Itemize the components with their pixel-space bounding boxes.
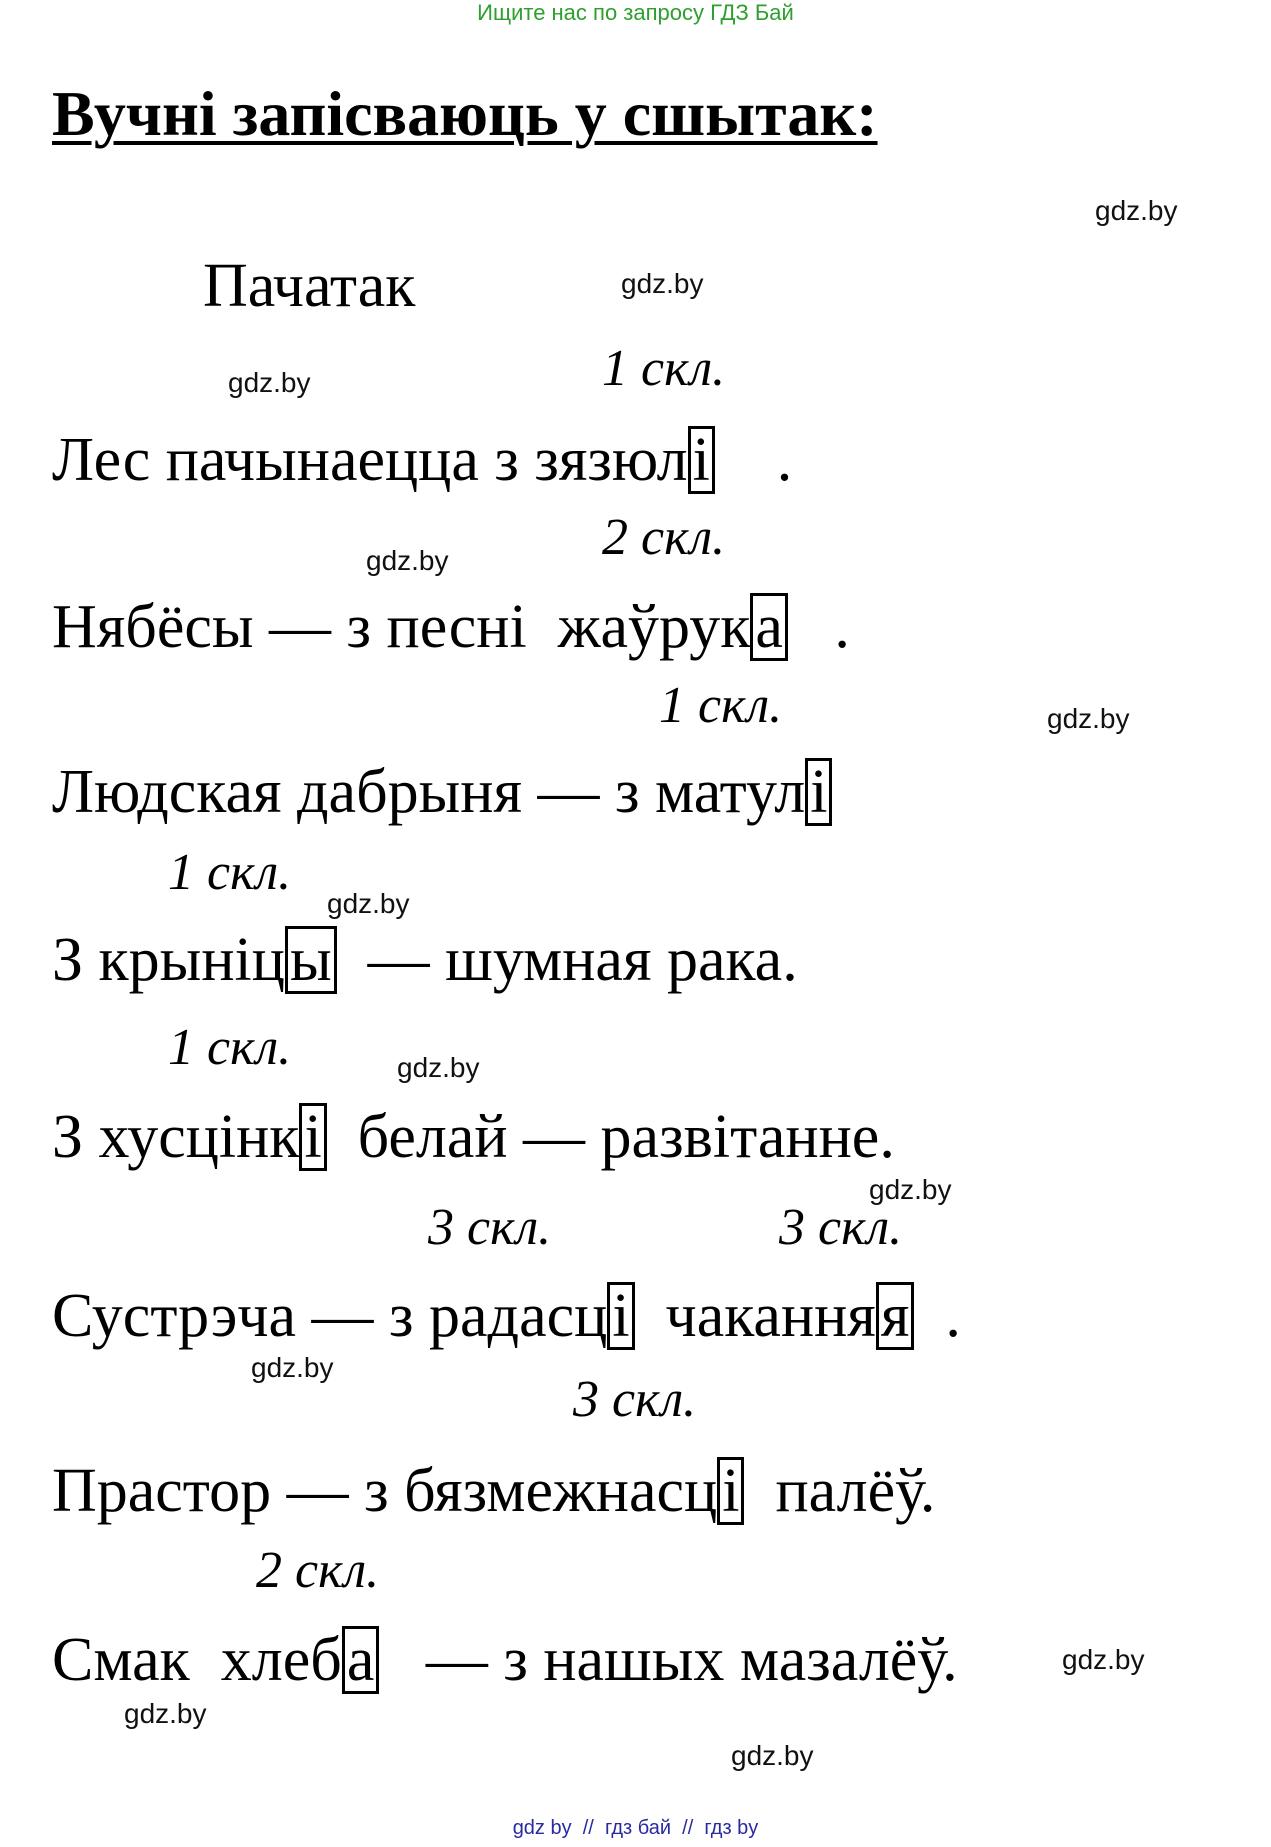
sentence-text: . <box>914 1282 961 1350</box>
sentence-text: З крыніц <box>52 926 285 994</box>
boxed-ending: і <box>717 1457 744 1525</box>
sentence-text: Прастор — з бязмежнасц <box>52 1457 718 1525</box>
sentence-text: З хусцінк <box>52 1103 300 1171</box>
sentence-text: Лес пачынаецца з зязюл <box>52 426 688 494</box>
sentence-text: Сустрэча — з радасц <box>52 1282 608 1350</box>
sentence-line <box>52 426 792 494</box>
declension-label: 1 скл. <box>168 844 292 901</box>
sentence-text: . <box>714 426 793 494</box>
watermark: gdz.by <box>366 545 449 576</box>
watermark: gdz.by <box>327 888 410 919</box>
watermark: gdz.by <box>124 1698 207 1729</box>
sentence-line <box>52 926 798 994</box>
sentence-text: — шумная рака. <box>336 926 798 994</box>
declension-label: 1 скл. <box>602 340 726 397</box>
sentence-text: белай — развітанне. <box>326 1103 895 1171</box>
watermark: gdz.by <box>731 1740 814 1771</box>
boxed-ending: а <box>750 593 788 661</box>
boxed-ending: я <box>876 1282 915 1350</box>
declension-label: 3 скл. <box>573 1371 697 1428</box>
sentence-line <box>52 1457 935 1525</box>
sentence-text: . <box>787 593 850 661</box>
declension-label: 3 скл. <box>428 1199 552 1256</box>
boxed-ending: і <box>299 1103 326 1171</box>
watermark: gdz.by <box>1095 195 1178 226</box>
sentence-text: Людская дабрыня — з матул <box>52 758 806 826</box>
watermark: gdz.by <box>621 268 704 299</box>
declension-label: 2 скл. <box>602 509 726 566</box>
watermark: gdz.by <box>1047 703 1130 734</box>
top-banner: Ищите нас по запросу ГДЗ Бай <box>477 0 794 25</box>
sentence-text: чакання <box>634 1282 876 1350</box>
declension-label: 3 скл. <box>779 1199 903 1256</box>
sentence-line <box>52 758 832 826</box>
boxed-ending: ы <box>285 926 337 994</box>
declension-label: 1 скл. <box>659 677 783 734</box>
sentence-text: Смак хлеб <box>52 1626 342 1694</box>
boxed-ending: і <box>805 758 832 826</box>
sentence-line <box>52 1626 958 1694</box>
sentence-text: — з нашых мазалёў. <box>379 1626 958 1694</box>
sentence-line <box>52 1282 961 1350</box>
sentence-line <box>52 593 850 661</box>
footer-links: gdz by // гдз бай // гдз by <box>512 1817 759 1839</box>
boxed-ending: а <box>342 1626 380 1694</box>
boxed-ending: і <box>607 1282 634 1350</box>
declension-label: 2 скл. <box>256 1542 380 1599</box>
watermark: gdz.by <box>1062 1644 1145 1675</box>
page-heading: Вучні запісваюць у сшытак: <box>52 78 878 149</box>
sentence-text: палёў. <box>744 1457 936 1525</box>
watermark: gdz.by <box>228 367 311 398</box>
watermark: gdz.by <box>397 1052 480 1083</box>
subtitle: Пачатак <box>203 252 416 320</box>
sentence-text: Нябёсы — з песні жаўрук <box>52 593 751 661</box>
boxed-ending: і <box>688 426 715 494</box>
sentence-line <box>52 1103 895 1171</box>
watermark: gdz.by <box>251 1352 334 1383</box>
declension-label: 1 скл. <box>168 1019 292 1076</box>
watermark: gdz.by <box>869 1174 952 1205</box>
